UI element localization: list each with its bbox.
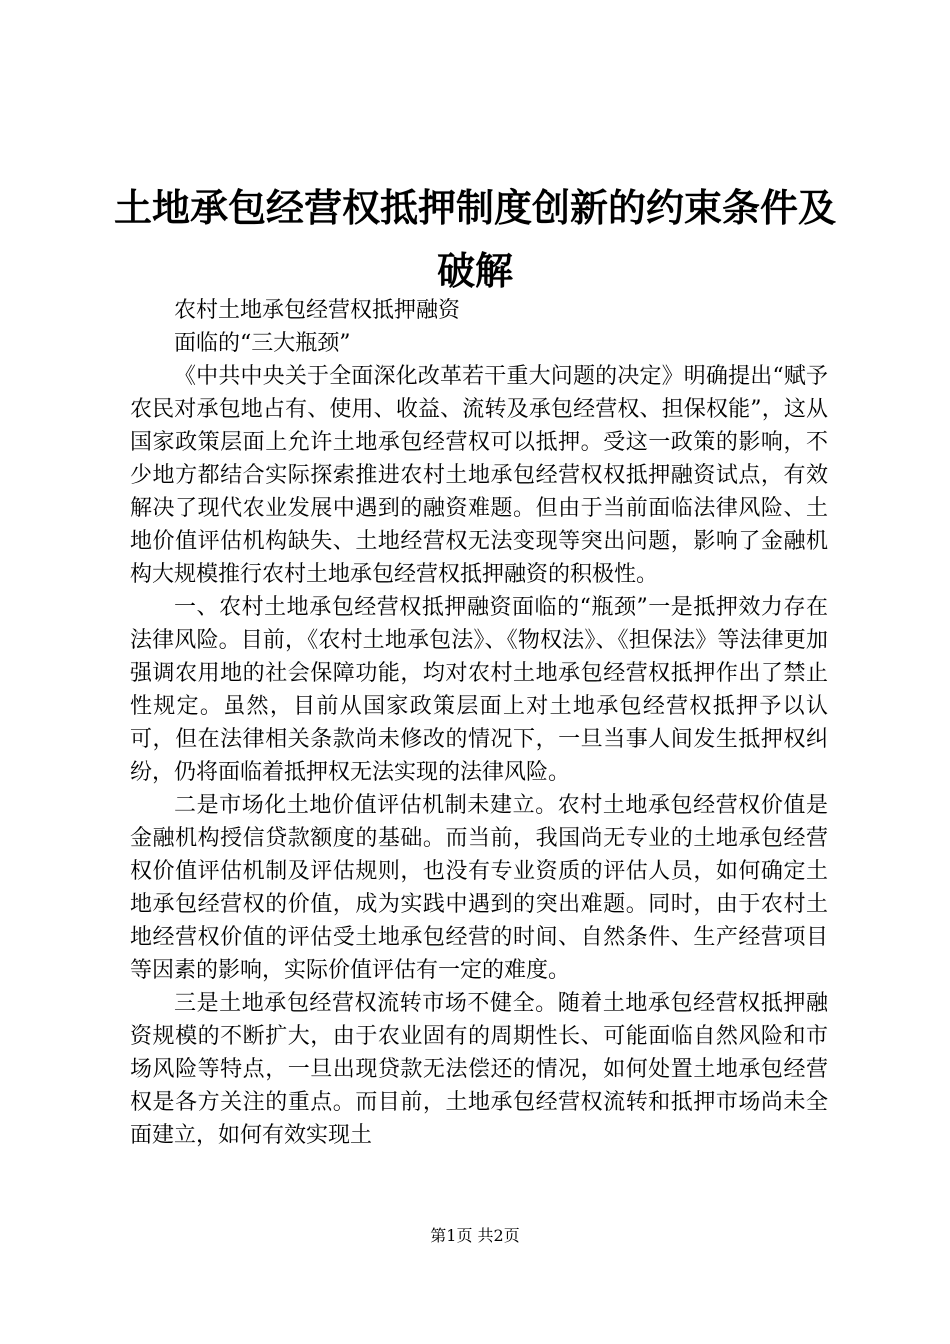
paragraph: 面临的“三大瓶颈”	[174, 331, 351, 356]
paragraph: 一、农村土地承包经营权抵押融资面临的“瓶颈”一是抵押效力存在法律风险。目前，《农村土地承包法》、《物权法》、《担保法》等法律更加强调农用地的社会保障功能，均对农村土地承包经营权抵押作出了禁止性规定。虽然，目前从国家政策层面上对土地承包经营权抵押予以认可，但在法律相关条款尚未修改的情况下，一旦当事人间发生抵押权纠纷，仍将面临着抵押权无法实现的法律风险。	[130, 595, 828, 785]
document-title: 土地承包经营权抵押制度创新的约束条件及破解	[113, 185, 836, 293]
page-footer: 第1页 共2页	[430, 1226, 520, 1245]
paragraph: 三是土地承包经营权流转市场不健全。随着土地承包经营权抵押融资规模的不断扩大，由于农业固有的周期性长、可能面临自然风险和市场风险等特点，一旦出现贷款无法偿还的情况，如何处置土地承包经营权是各方关注的重点。而目前，土地承包经营权流转和抵押市场尚未全面建立，如何有效实现土	[130, 991, 828, 1148]
paragraph: 农村土地承包经营权抵押融资	[174, 298, 461, 323]
document-body	[130, 294, 828, 1152]
paragraph: 二是市场化土地价值评估机制未建立。农村土地承包经营权价值是金融机构授信贷款额度的基础。而当前，我国尚无专业的土地承包经营权价值评估机制及评估规则，也没有专业资质的评估人员，如何确定土地承包经营权的价值，成为实践中遇到的突出难题。同时，由于农村土地经营权价值的评估受土地承包经营的时间、自然条件、生产经营项目等因素的影响，实际价值评估有一定的难度。	[130, 793, 828, 983]
paragraph: 《中共中央关于全面深化改革若干重大问题的决定》明确提出“赋予农民对承包地占有、使用、收益、流转及承包经营权、担保权能”，这从国家政策层面上允许土地承包经营权可以抵押。受这一政策的影响，不少地方都结合实际探索推进农村土地承包经营权权抵押融资试点，有效解决了现代农业发展中遇到的融资难题。但由于当前面临法律风险、土地价值评估机构缺失、土地经营权无法变现等突出问题，影响了金融机构大规模推行农村土地承包经营权抵押融资的积极性。	[130, 364, 828, 587]
